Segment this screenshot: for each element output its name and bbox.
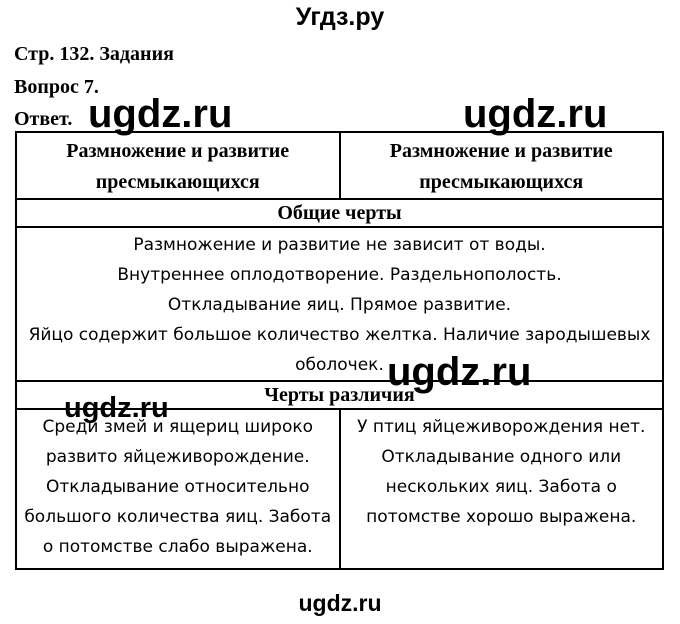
diff-row	[16, 409, 663, 569]
diff-right-cell	[340, 409, 664, 569]
answer-table	[15, 131, 664, 570]
common-line: Яйцо содержит большое количество желтка. Наличие зародышевых	[28, 325, 651, 345]
diff-left-line: о потомстве слабо выражена.	[42, 537, 313, 557]
column-header-right: Размножение и развитие пресмыкающихся	[340, 132, 664, 199]
common-row	[16, 227, 663, 381]
diff-left-line: Среди змей и ящериц широко	[42, 417, 314, 437]
diff-title: Черты различия	[16, 381, 663, 409]
answer-label: Ответ.	[14, 108, 73, 130]
watermark: ugdz.ru	[387, 350, 532, 394]
question-line: Вопрос 7.	[14, 76, 99, 98]
diff-left-line: развито яйцеживорождение.	[45, 447, 310, 467]
diff-right-line: У птиц яйцеживорождения нет.	[357, 417, 646, 437]
column-header-left: Размножение и развитие пресмыкающихся	[16, 132, 340, 199]
table-header-row	[16, 132, 663, 199]
diff-right-line: потомстве хорошо выражена.	[366, 507, 637, 527]
common-line: Откладывание яиц. Прямое развитие.	[167, 295, 512, 315]
diff-left-line: Откладывание относительно	[46, 477, 310, 497]
common-cell	[16, 227, 663, 381]
page-line: Стр. 132. Задания	[14, 43, 174, 65]
watermark: ugdz.ru	[88, 92, 233, 136]
diff-right-line: Откладывание одного или	[381, 447, 622, 467]
common-line: Размножение и развитие не зависит от воды.	[133, 235, 546, 255]
footer-watermark: ugdz.ru	[298, 590, 382, 616]
watermark: ugdz.ru	[64, 392, 169, 424]
diff-left-cell	[16, 409, 340, 569]
common-line: Внутреннее оплодотворение. Раздельнополость.	[117, 265, 562, 285]
common-title: Общие черты	[16, 199, 663, 227]
diff-right-line: нескольких яиц. Забота о	[385, 477, 617, 497]
site-title: Угдз.ру	[295, 3, 385, 31]
common-title-row	[16, 199, 663, 227]
common-line: оболочек.	[295, 355, 384, 375]
watermark: ugdz.ru	[463, 92, 608, 136]
diff-left-line: большого количества яиц. Забота	[24, 507, 332, 527]
